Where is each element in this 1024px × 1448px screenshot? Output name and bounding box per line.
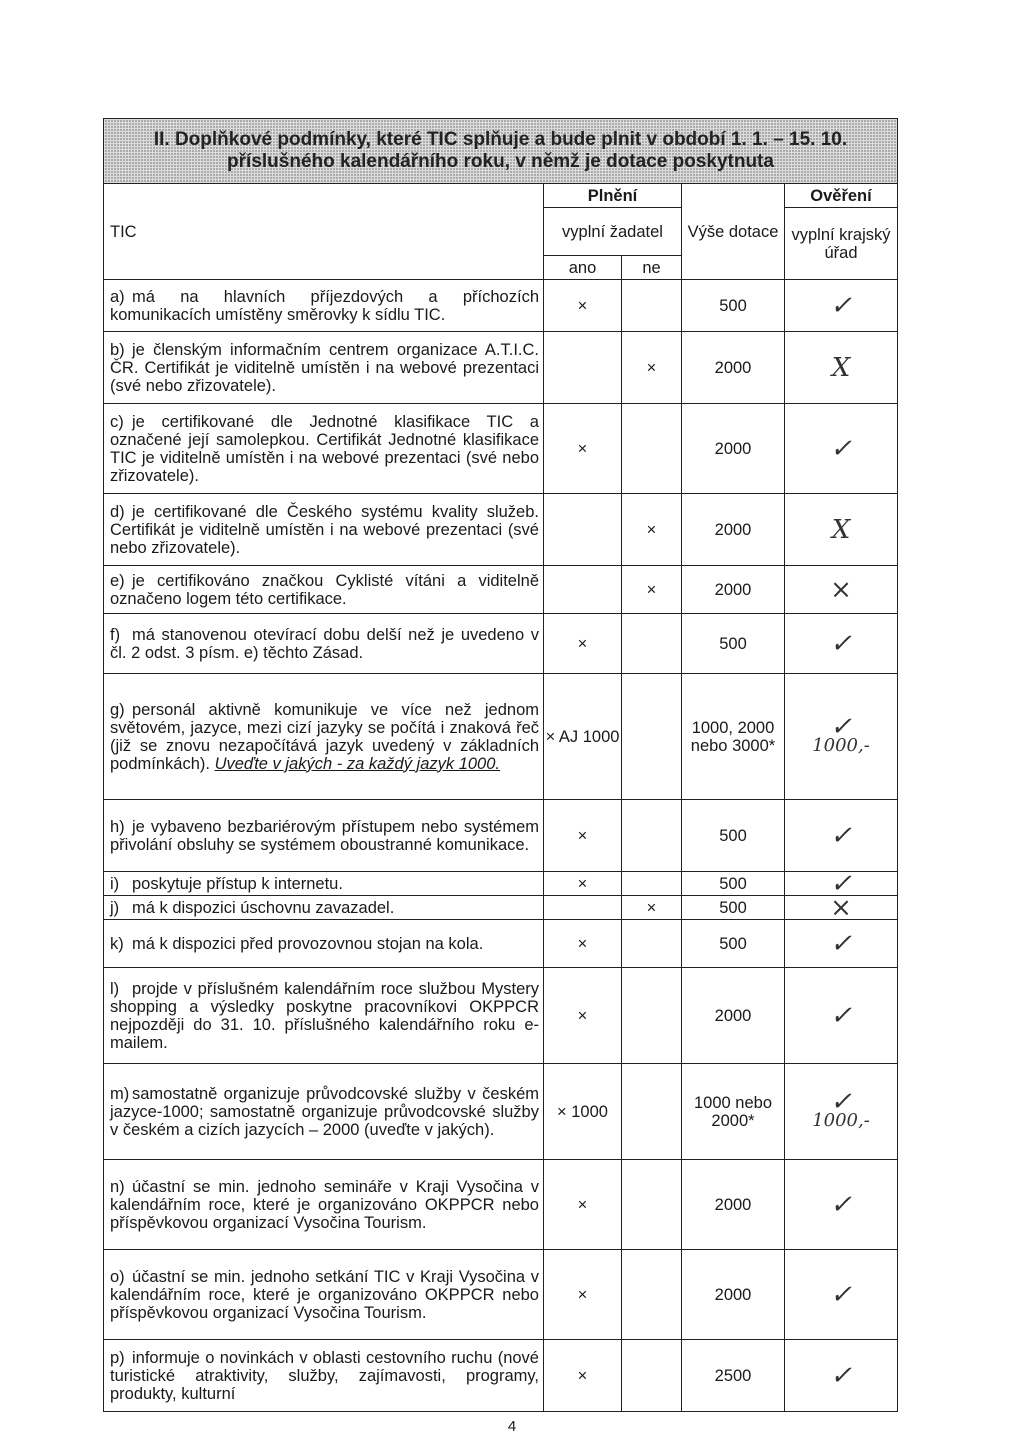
table-row — [104, 566, 898, 614]
subsidy-amount: 2000 — [682, 1250, 785, 1340]
ne-mark — [622, 674, 682, 800]
subsidy-amount: 500 — [682, 800, 785, 872]
handwritten-check: ✓ — [830, 711, 852, 742]
condition-body: má na hlavních příjezdových a příchozích komunikacích umístěny směrovky k sídlu TIC. — [110, 287, 539, 324]
ano-header: ano — [544, 256, 622, 280]
condition-body: účastní se min. jednoho semináře v Kraji Vysočina v kalendářním roce, které je organizováno OKPPCR nebo příspěvkovou organizací Vysočina Tourism. — [110, 1177, 539, 1232]
condition-text — [104, 494, 544, 566]
verification-mark — [785, 674, 898, 800]
condition-text — [104, 332, 544, 404]
condition-text — [104, 1064, 544, 1160]
verification-mark — [785, 892, 898, 923]
handwritten-check: ✓ — [830, 1000, 852, 1031]
handwritten-check: ✓ — [830, 433, 852, 464]
subsidy-amount: 500 — [682, 280, 785, 332]
handwritten-note: 1000,- — [812, 1109, 870, 1131]
condition-letter: l) — [110, 979, 120, 998]
condition-text — [104, 968, 544, 1064]
section-title-line1: II. Doplňkové podmínky, které TIC splňuje a bude plnit v období 1. 1. – 15. 10. — [153, 129, 848, 150]
condition-letter: g) — [110, 700, 125, 719]
condition-letter: k) — [110, 934, 124, 953]
condition-letter: b) — [110, 340, 125, 359]
condition-letter: j) — [110, 898, 120, 917]
section-title-line2: příslušného kalendářního roku, v němž je dotace poskytnuta — [227, 151, 774, 172]
subsidy-amount: 1000, 2000 nebo 3000* — [682, 674, 785, 800]
table-row — [104, 332, 898, 404]
condition-body: personál aktivně komunikuje ve více než jednom světovém, jazyce, mezi cizí jazyky se počítá i znaková řeč (již se znovu nezapočítává jazyk uvedený v základních podmínkách). — [110, 700, 539, 773]
verification-mark — [785, 614, 898, 674]
condition-text — [104, 896, 544, 920]
handwritten-check: ✓ — [830, 1279, 852, 1310]
subsidy-amount: 2000 — [682, 566, 785, 614]
ne-mark: × — [622, 332, 682, 404]
ano-mark — [544, 332, 622, 404]
ne-mark: × — [622, 494, 682, 566]
ano-mark — [544, 566, 622, 614]
condition-body: projde v příslušném kalendářním roce službou Mystery shopping a výsledky poskytne pracovníkovi OKPPCR nejpozději do 31. 10. příslušného kalendářního roku e-mailem. — [110, 979, 539, 1052]
condition-letter: i) — [110, 874, 120, 893]
verification-mark — [785, 332, 898, 404]
condition-letter: p) — [110, 1348, 125, 1367]
handwritten-check: ✓ — [830, 868, 852, 899]
ne-mark — [622, 280, 682, 332]
condition-letter: a) — [110, 287, 125, 306]
conditions-table — [103, 118, 898, 1412]
subsidy-amount: 2000 — [682, 404, 785, 494]
condition-body: účastní se min. jednoho setkání TIC v Kraji Vysočina v kalendářním roce, které je organizováno OKPPCR nebo příspěvkovou organizací Vysočina Tourism. — [110, 1267, 539, 1322]
table-row — [104, 896, 898, 920]
ne-mark: × — [622, 896, 682, 920]
banner-row — [104, 119, 898, 184]
subsidy-amount: 2000 — [682, 1160, 785, 1250]
ne-mark — [622, 800, 682, 872]
table-row — [104, 872, 898, 896]
verification-mark — [785, 1064, 898, 1160]
condition-text — [104, 920, 544, 968]
table-row — [104, 404, 898, 494]
page-number: 4 — [507, 1418, 517, 1435]
verification-mark — [785, 404, 898, 494]
handwritten-check: ✓ — [830, 1189, 852, 1220]
ano-mark: × — [544, 1250, 622, 1340]
condition-text — [104, 566, 544, 614]
subsidy-amount: 1000 nebo 2000* — [682, 1064, 785, 1160]
condition-text — [104, 614, 544, 674]
table-row — [104, 968, 898, 1064]
handwritten-check: × — [830, 574, 852, 605]
condition-letter: n) — [110, 1177, 125, 1196]
condition-body: je certifikované dle Jednotné klasifikace TIC a označené její samolepkou. Certifikát Jednotné klasifikace TIC je viditelně umístěn i na webové prezentaci (své nebo zřizovatele). — [110, 412, 539, 485]
vyse-dotace-header: Výše dotace — [682, 184, 785, 280]
plneni-header: Plnění — [544, 184, 682, 208]
subsidy-amount: 500 — [682, 614, 785, 674]
ano-mark — [544, 896, 622, 920]
verification-mark — [785, 1250, 898, 1340]
condition-body: má stanovenou otevírací dobu delší než je uvedeno v čl. 2 odst. 3 písm. e) těchto Zásad. — [110, 625, 539, 662]
vyplni-zadatel-header: vyplní žadatel — [544, 208, 682, 256]
condition-text — [104, 1250, 544, 1340]
subsidy-amount: 500 — [682, 872, 785, 896]
verification-mark — [785, 968, 898, 1064]
verification-mark — [785, 280, 898, 332]
handwritten-check: × — [830, 892, 852, 923]
handwritten-check: ✓ — [830, 290, 852, 321]
condition-text — [104, 1160, 544, 1250]
ano-mark: × — [544, 968, 622, 1064]
handwritten-check: X — [831, 352, 851, 383]
table-row — [104, 920, 898, 968]
verification-mark — [785, 800, 898, 872]
subsidy-amount: 500 — [682, 896, 785, 920]
condition-body: má k dispozici úschovnu zavazadel. — [132, 898, 395, 917]
ano-mark: × — [544, 920, 622, 968]
table-row — [104, 1340, 898, 1412]
condition-text — [104, 674, 544, 800]
verification-mark — [785, 1160, 898, 1250]
ano-mark: × 1000 — [544, 1064, 622, 1160]
ne-header: ne — [622, 256, 682, 280]
ne-mark — [622, 614, 682, 674]
condition-body: je členským informačním centrem organizace A.T.I.C. ČR. Certifikát je viditelně umístěn i na webové prezentaci (své nebo zřizovatele). — [110, 340, 539, 395]
handwritten-check: ✓ — [830, 628, 852, 659]
ne-mark: × — [622, 566, 682, 614]
subsidy-amount: 2500 — [682, 1340, 785, 1412]
condition-body: je vybaveno bezbariérovým přístupem nebo systémem přivolání obsluhy se systémem oboustranné komunikace. — [110, 817, 539, 854]
tic-header: TIC — [104, 184, 544, 280]
ano-mark: × — [544, 1340, 622, 1412]
subsidy-amount: 2000 — [682, 332, 785, 404]
ano-mark: × — [544, 404, 622, 494]
condition-body: je certifikováno značkou Cyklisté vítáni a viditelně označeno logem této certifikace. — [110, 571, 539, 608]
table-row — [104, 1064, 898, 1160]
condition-letter: c) — [110, 412, 124, 431]
condition-letter: h) — [110, 817, 125, 836]
table-row — [104, 494, 898, 566]
ano-mark: × — [544, 614, 622, 674]
ne-mark — [622, 968, 682, 1064]
handwritten-note: 1000,- — [812, 734, 870, 756]
handwritten-check: ✓ — [830, 928, 852, 959]
condition-body: je certifikované dle Českého systému kvality služeb. Certifikát je viditelně umístěn i na webové prezentaci (své nebo zřizovatele). — [110, 502, 539, 557]
condition-body: má k dispozici před provozovnou stojan na kola. — [132, 934, 484, 953]
handwritten-check: ✓ — [830, 1360, 852, 1391]
ano-mark: × — [544, 800, 622, 872]
ne-mark — [622, 920, 682, 968]
condition-letter: m) — [110, 1084, 130, 1103]
condition-letter: e) — [110, 571, 125, 590]
subsidy-amount: 2000 — [682, 968, 785, 1064]
condition-text — [104, 1340, 544, 1412]
subsidy-amount: 2000 — [682, 494, 785, 566]
ne-mark — [622, 1160, 682, 1250]
ano-mark: × — [544, 872, 622, 896]
ne-mark — [622, 404, 682, 494]
handwritten-check: ✓ — [830, 820, 852, 851]
subsidy-amount: 500 — [682, 920, 785, 968]
condition-body: samostatně organizuje průvodcovské služby v českém jazyce-1000; samostatně organizuje průvodcovské služby v českém a cizích jazycích – 2000 (uveďte v jakých). — [110, 1084, 539, 1139]
verification-mark — [785, 920, 898, 968]
ano-mark: × — [544, 280, 622, 332]
table-row — [104, 614, 898, 674]
condition-body: poskytuje přístup k internetu. — [132, 874, 343, 893]
condition-emphasis: Uveďte v jakých - za každý jazyk 1000. — [214, 754, 500, 773]
section-title — [104, 119, 898, 184]
ano-mark — [544, 494, 622, 566]
condition-text — [104, 872, 544, 896]
condition-letter: o) — [110, 1267, 125, 1286]
handwritten-check: X — [831, 514, 851, 545]
condition-letter: d) — [110, 502, 125, 521]
handwritten-check: ✓ — [830, 1086, 852, 1117]
ne-mark — [622, 1064, 682, 1160]
condition-text — [104, 280, 544, 332]
condition-body: informuje o novinkách v oblasti cestovního ruchu (nové turistické atraktivity, služby, zajímavosti, programy, produkty, kulturní — [110, 1348, 539, 1403]
condition-letter: f) — [110, 625, 121, 644]
verification-mark — [785, 494, 898, 566]
verification-mark — [785, 566, 898, 614]
ne-mark — [622, 1340, 682, 1412]
ne-mark — [622, 872, 682, 896]
table-row — [104, 1250, 898, 1340]
table-row — [104, 800, 898, 872]
condition-text — [104, 800, 544, 872]
overeni-header: Ověření — [785, 184, 898, 208]
ano-mark: × — [544, 1160, 622, 1250]
vyplni-krajsky-urad-header: vyplní krajský úřad — [785, 208, 898, 280]
verification-mark — [785, 1340, 898, 1412]
ne-mark — [622, 1250, 682, 1340]
condition-text — [104, 404, 544, 494]
header-row-1 — [104, 184, 898, 208]
table-row — [104, 674, 898, 800]
table-row — [104, 1160, 898, 1250]
ano-mark: × AJ 1000 — [544, 674, 622, 800]
table-row — [104, 280, 898, 332]
